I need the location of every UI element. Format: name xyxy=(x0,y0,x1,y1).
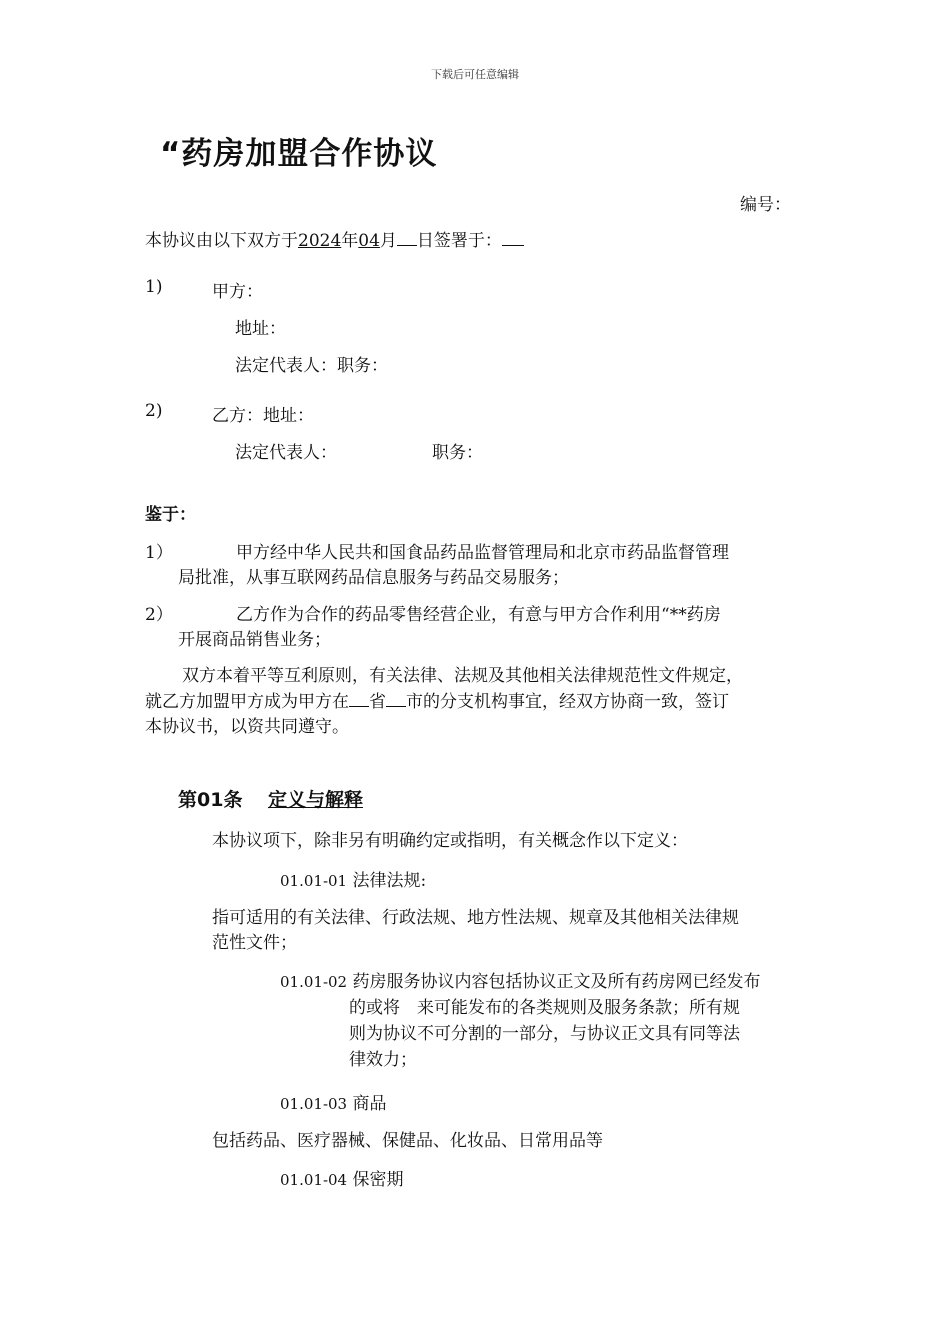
intro-day-blank xyxy=(397,227,417,246)
intro-year: 2024 xyxy=(298,231,342,251)
whereas-item-2-number: 2） xyxy=(145,605,173,625)
intro-prefix: 本协议由以下双方于 xyxy=(145,231,298,251)
whereas-closing-line-3: 本协议书，以资共同遵守。 xyxy=(145,717,349,737)
party-a-label: 甲方： xyxy=(212,282,263,302)
whereas-item-1-number: 1） xyxy=(145,543,173,563)
definition-1-text-line-1: 指可适用的有关法律、行政法规、地方性法规、规章及其他相关法律规 xyxy=(212,908,739,928)
whereas-closing-line-1: 双方本着平等互利原则，有关法律、法规及其他相关法律规范性文件规定， xyxy=(182,666,743,686)
article-1-title: 定义与解释 xyxy=(268,789,364,811)
definition-3-code: 01.01-03 xyxy=(280,1095,348,1113)
closing-text-a: 就乙方加盟甲方成为甲方在 xyxy=(145,692,349,712)
city-blank xyxy=(386,688,406,707)
definition-3-text: 包括药品、医疗器械、保健品、化妆品、日常用品等 xyxy=(212,1131,603,1151)
intro-line xyxy=(145,226,524,251)
intro-year-unit: 年 xyxy=(341,231,359,251)
definition-3-term: 商品 xyxy=(352,1094,387,1114)
whereas-item-2-line-2: 开展商品销售业务； xyxy=(178,630,331,650)
whereas-heading: 鉴于： xyxy=(145,505,196,525)
definition-4-term: 保密期 xyxy=(352,1170,404,1190)
party-a-address: 地址： xyxy=(235,319,286,339)
serial-number-label: 编号： xyxy=(740,195,791,215)
definition-2-text-1: 药房服务协议内容包括协议正文及所有药房网已经发布 xyxy=(352,972,761,992)
province-blank xyxy=(349,688,369,707)
party-a-number: 1) xyxy=(145,277,163,297)
definition-2-code: 01.01-02 xyxy=(280,973,348,991)
article-1-number: 第01条 xyxy=(178,789,243,811)
intro-month: 04 xyxy=(358,231,380,251)
definition-1-term: 法律法规: xyxy=(352,871,427,891)
closing-text-b: 省 xyxy=(369,692,386,712)
article-1-intro: 本协议项下，除非另有明确约定或指明，有关概念作以下定义： xyxy=(212,831,688,851)
whereas-closing-line-2 xyxy=(145,687,729,712)
definition-4-heading xyxy=(280,1165,404,1190)
definition-1-code: 01.01-01 xyxy=(280,872,348,890)
intro-day-unit: 日签署于： xyxy=(416,231,502,251)
intro-month-unit: 月 xyxy=(379,231,397,251)
definition-1-heading xyxy=(280,866,426,891)
whereas-item-2-line-1: 乙方作为合作的药品零售经营企业，有意与甲方合作利用“**药房 xyxy=(236,605,721,625)
closing-text-c: 市的分支机构事宜，经双方协商一致，签订 xyxy=(406,692,729,712)
definition-4-code: 01.01-04 xyxy=(280,1171,348,1189)
party-b-number: 2) xyxy=(145,401,163,421)
party-b-label: 乙方：地址： xyxy=(212,406,314,426)
document-title: “药房加盟合作协议 xyxy=(160,136,438,172)
party-b-position: 职务： xyxy=(432,443,483,463)
party-a-representative: 法定代表人：职务： xyxy=(235,356,388,376)
definition-2-line-2: 的或将 来可能发布的各类规则及服务条款；所有规 xyxy=(349,998,740,1018)
whereas-item-1-line-2: 局批准，从事互联网药品信息服务与药品交易服务； xyxy=(178,568,569,588)
definition-2-line-1 xyxy=(280,967,761,992)
header-note: 下载后可任意编辑 xyxy=(431,68,519,81)
definition-2-line-4: 律效力； xyxy=(349,1050,417,1070)
definition-2-line-3: 则为协议不可分割的一部分，与协议正文具有同等法 xyxy=(349,1024,740,1044)
definition-1-text-line-2: 范性文件； xyxy=(212,933,297,953)
party-b-representative: 法定代表人： xyxy=(235,443,337,463)
whereas-item-1-line-1: 甲方经中华人民共和国食品药品监督管理局和北京市药品监督管理 xyxy=(236,543,729,563)
intro-place-blank xyxy=(502,227,524,246)
definition-3-heading xyxy=(280,1089,387,1114)
